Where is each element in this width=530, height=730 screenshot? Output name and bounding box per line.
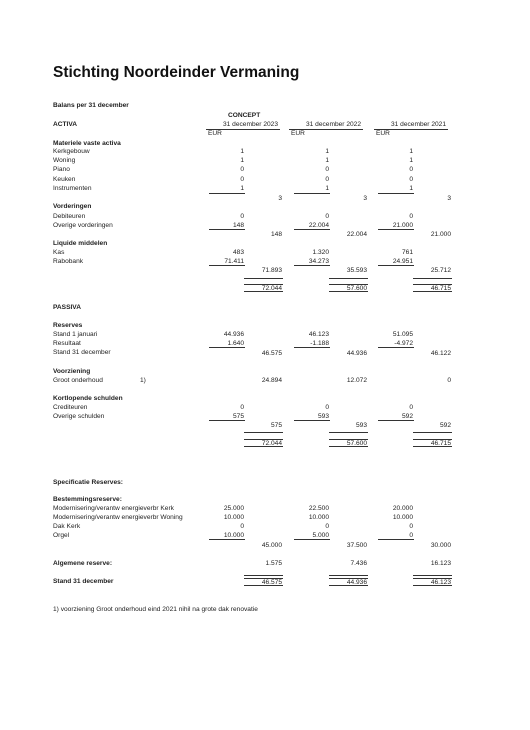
row-value: 0 [240,523,244,531]
row-label: Crediteuren [53,404,88,411]
row-value: 20.000 [392,505,413,512]
row-label: Debiteuren [53,213,86,220]
stand-value: 44.936 [346,579,367,586]
algemene-reserve-value: 16.123 [430,560,451,567]
subtotal-value: 3 [278,195,282,202]
sum-line [329,278,368,279]
sum-line [294,265,330,266]
group-title: Reserves [53,322,83,329]
row-label: Dak Kerk [53,523,81,531]
currency-label: EUR [376,130,390,137]
row-label: Stand 31 december [53,349,111,356]
row-value: 0 [240,166,244,174]
row-value: 148 [232,222,244,229]
year-header: 31 december 2023 [223,121,278,128]
row-value: 0 [409,404,413,411]
row-value: 1 [325,184,329,192]
row-value: 592 [401,413,413,420]
row-label: Kas [53,249,65,256]
row-label: Piano [53,166,70,174]
sum-line [378,229,414,230]
row-label: Groot onderhoud [53,377,103,384]
subtotal-value: 46.575 [261,350,282,357]
row-value: 10.000 [392,514,413,522]
spec-heading: Specificatie Reserves: [53,479,124,486]
row-value: 1 [240,184,244,192]
footnote-ref: 1) [140,377,146,384]
row-value: 0 [325,166,329,174]
sum-line [378,420,414,421]
subtotal-value: 21.000 [430,231,451,238]
group-title: Liquide middelen [53,240,108,247]
row-value: 0 [409,523,413,531]
row-value: 1 [325,148,329,155]
row-value: 34.273 [308,258,329,265]
row-value: 46.123 [308,331,329,338]
row-value: 0 [240,175,244,183]
sum-line [413,432,452,433]
row-value: 0 [240,213,244,220]
group-title: Kortlopende schulden [53,395,123,402]
row-value: 1 [325,157,329,165]
subtotal-value: 22.004 [346,231,367,238]
year-header: 31 december 2022 [306,121,361,128]
subtotal-value: 3 [363,195,367,202]
sum-line [378,539,414,540]
subtotal-value: 148 [270,231,282,238]
subtotal-value: 24.894 [261,377,282,384]
year-header: 31 december 2021 [391,121,446,128]
subtotal-value: 44.936 [346,350,367,357]
subtotal-value: 3 [447,195,451,202]
sum-line [244,575,283,576]
row-value: 0 [409,532,413,540]
row-value: 1 [409,157,413,165]
sum-line [378,347,414,348]
grand-total-value: 46.715 [430,440,451,447]
stand-value: 46.123 [430,579,451,586]
row-value: 1.640 [227,340,244,347]
sum-line [413,575,452,576]
row-value: 22.500 [308,505,329,512]
sum-line [294,229,330,230]
row-value: 1 [240,157,244,165]
row-value: 761 [401,249,413,256]
row-label: Woning [53,157,76,165]
group-title: Vorderingen [53,203,92,210]
algemene-reserve-value: 1.575 [265,560,282,567]
document-title: Stichting Noordeinder Vermaning [53,64,300,81]
row-label: Resultaat [53,340,81,347]
subtotal-value: 12.072 [346,377,367,384]
subtotal-value: 45.000 [261,542,282,549]
grand-total-value: 57.600 [346,440,367,447]
concept-label: CONCEPT [228,112,261,119]
row-value: 1 [240,148,244,155]
row-value: 0 [325,523,329,531]
subtotal-value: 0 [447,377,451,384]
subtotal-value: 30.000 [430,542,451,549]
algemene-reserve-value: 7.436 [350,560,367,567]
row-value: 0 [409,175,413,183]
row-label: Orgel [53,532,70,540]
subtotal-value: 25.712 [430,267,451,274]
row-value: 51.095 [392,331,413,338]
sum-line [413,278,452,279]
subtotal-value: 71.893 [261,267,282,274]
stand-value: 46.575 [261,579,282,586]
sum-line [244,278,283,279]
row-label: Keuken [53,175,76,183]
subtotal-value: 575 [270,422,282,429]
row-value: 0 [325,404,329,411]
group-title: Materiele vaste activa [53,140,121,147]
sum-line [329,575,368,576]
row-value: 1 [409,184,413,192]
row-label: Instrumenten [53,184,92,192]
passiva-heading: PASSIVA [53,304,81,311]
row-value: 44.936 [223,331,244,338]
activa-heading: ACTIVA [53,121,78,128]
subtotal-value: 37.500 [346,542,367,549]
sum-line [329,432,368,433]
row-value: 22.004 [308,222,329,229]
sum-line [294,539,330,540]
sum-line [294,193,330,194]
row-value: 1.320 [312,249,329,256]
row-label: Kerkgebouw [53,148,90,155]
sum-line [209,265,245,266]
row-value: 25.000 [223,505,244,512]
row-value: 71.411 [224,258,244,265]
currency-label: EUR [291,130,305,137]
sum-line [294,420,330,421]
row-label: Modernisering/verantw energieverbr Kerk [53,505,174,512]
row-value: 575 [232,413,244,420]
row-value: 0 [409,166,413,174]
balance-subtitle: Balans per 31 december [53,102,129,109]
row-value: 0 [240,404,244,411]
row-value: -4.972 [394,340,413,347]
sum-line [209,420,245,421]
row-value: 0 [409,213,413,220]
group-title: Voorziening [53,368,91,375]
sum-line [209,193,245,194]
sum-line [378,265,414,266]
stand-label: Stand 31 december [53,578,114,585]
grand-total-value: 46.715 [430,285,451,292]
row-value: 5.000 [312,532,329,540]
subtotal-value: 593 [355,422,367,429]
algemene-reserve-label: Algemene reserve: [53,560,113,567]
grand-total-value: 72.044 [261,285,282,292]
currency-label: EUR [208,130,222,137]
row-value: 0 [325,175,329,183]
subtotal-value: 592 [439,422,451,429]
row-label: Modernisering/verantw energieverbr Woning [53,514,183,522]
row-value: 0 [325,213,329,220]
row-value: 10.000 [308,514,329,522]
group-title: Bestemmingsreserve: [53,496,122,503]
row-value: 21.000 [392,222,413,229]
row-value: 10.000 [223,532,244,540]
sum-line [244,432,283,433]
sum-line [209,539,245,540]
grand-total-value: 72.044 [261,440,282,447]
row-value: 593 [317,413,329,420]
row-value: 1 [409,148,413,155]
row-label: Overige vorderingen [53,222,113,229]
row-label: Stand 1 januari [53,331,98,338]
row-value: 24.951 [392,258,413,265]
row-value: 10.000 [223,514,244,522]
footnote: 1) voorziening Groot onderhoud eind 2021 nihil na grote dak renovatie [53,606,258,613]
row-label: Rabobank [53,258,84,265]
row-value: 483 [232,249,244,256]
subtotal-value: 46.122 [430,350,451,357]
sum-line [209,229,245,230]
sum-line [378,193,414,194]
row-value: -1.188 [310,340,329,347]
subtotal-value: 35.593 [346,267,367,274]
grand-total-value: 57.600 [346,285,367,292]
sum-line [294,347,330,348]
row-label: Overige schulden [53,413,105,420]
sum-line [209,347,245,348]
